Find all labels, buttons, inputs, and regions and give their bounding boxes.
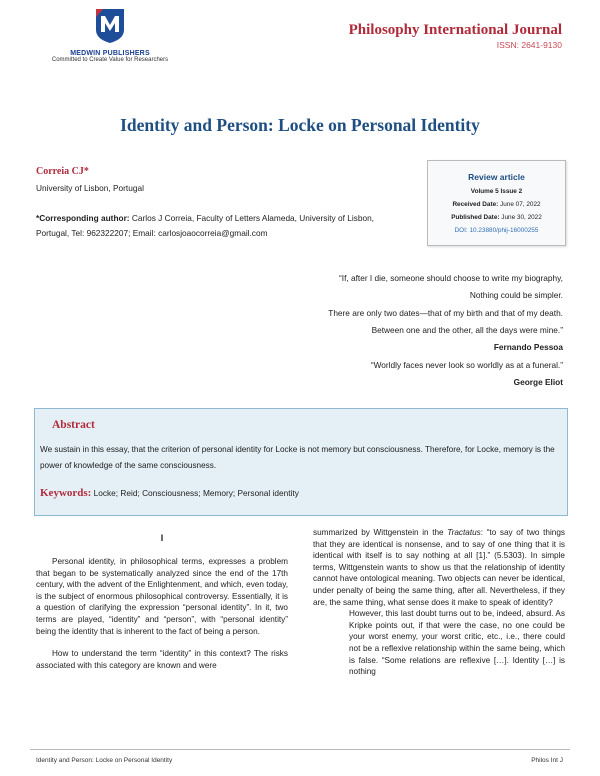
publisher-tagline: Committed to Create Value for Researchers xyxy=(51,57,169,63)
paragraph: How to understand the term “identity” in this context? The risks associated with this category are known and were xyxy=(36,649,288,670)
doi-link[interactable]: DOI: 10.23880/phij-16000255 xyxy=(454,227,539,234)
received-date: Received Date: June 07, 2022 xyxy=(452,201,541,208)
publisher-name: MEDWIN PUBLISHERS xyxy=(70,50,150,57)
body-column-right xyxy=(313,527,565,678)
epigraph-eliot xyxy=(371,357,563,392)
corresponding-author xyxy=(36,211,414,240)
volume-issue: Volume 5 Issue 2 xyxy=(470,188,523,195)
footer-divider xyxy=(30,749,570,750)
section-number: I xyxy=(160,533,164,543)
epigraph-pessoa xyxy=(328,270,563,356)
keywords-line xyxy=(40,487,560,499)
published-date: Published Date: June 30, 2022 xyxy=(451,214,542,221)
body-column-left xyxy=(36,556,288,671)
footer-running-title: Identity and Person: Locke on Personal Identity xyxy=(36,757,173,764)
italic-title: Tractatus xyxy=(447,528,481,537)
paragraph: Personal identity, in philosophical terms, expresses a problem that began to be systematically analyzed since the end of the 17th century, with the advent of the Enlightenment, and which, even today, is the subject of enormous philosophical controversy. Essentially, it is a question of clarifying the expression “personal identity”. In it, two terms are played, “identity” and “person”, with “personal identity” being the identity that is inherent to the fact of being a person. xyxy=(36,557,288,636)
publisher-logo xyxy=(40,6,180,63)
epigraph-author: Fernando Pessoa xyxy=(493,342,563,353)
author-affiliation: University of Lisbon, Portugal xyxy=(36,183,144,193)
article-type: Review article xyxy=(468,172,525,182)
epigraph-line: “Worldly faces never look so worldly as at a funeral.” xyxy=(370,360,563,370)
epigraph-line: Between one and the other, all the days were mine.” xyxy=(371,324,563,335)
epigraph-line: There are only two dates—that of my birth and that of my death. xyxy=(328,307,563,318)
keywords-list: Locke; Reid; Consciousness; Memory; Personal identity xyxy=(93,488,299,498)
abstract-title: Abstract xyxy=(52,419,95,431)
keywords-label: Keywords: xyxy=(40,487,92,499)
abstract-text: We sustain in this essay, that the criterion of personal identity for Locke is not memory but consciousness. Therefore, for Locke, memory is the power of knowledge of the same consciousness. xyxy=(40,445,555,470)
block-quote: However, this last doubt turns out to be, indeed, absurd. As Kripke points out, if that were the case, no one could be your worst enemy, your worst critic, etc., i.e., there could not be a reflexive relationship within the same being, which is false. “Some relations are reflexive […]. Identity […] is nothing xyxy=(349,609,565,677)
epigraph-line: Nothing could be simpler. xyxy=(469,290,563,301)
footer-journal-abbrev: Philos Int J xyxy=(531,757,563,764)
review-info-box xyxy=(427,160,566,246)
paper-title: Identity and Person: Locke on Personal Identity xyxy=(120,115,480,135)
medwin-logo-icon xyxy=(93,6,127,44)
corr-label: *Corresponding author: xyxy=(36,213,130,223)
paragraph: summarized by Wittgenstein in the Tractatus: “to say of two things that they are identical is nonsense, and to say of one thing that it is identical with itself is to say nothing at all [1].” (5.5303). In simple terms, Wittgenstein wants to show us that the relationship of identity cannot have ontological meaning. Two objects can never be identical, under penalty of being the same thing, after all. Nevertheless, if they are, the same thing, what sense does it make to speak of identity? xyxy=(313,528,565,607)
epigraph-author: George Eliot xyxy=(513,377,563,388)
journal-title: Philosophy International Journal xyxy=(348,22,562,38)
corr-text-1: Carlos J Correia, Faculty of Letters Alameda, University of Lisbon, xyxy=(131,213,374,223)
issn: ISSN: 2641-9130 xyxy=(496,40,562,50)
epigraph-line: “If, after I die, someone should choose to write my biography, xyxy=(339,273,563,283)
author-name: Correia CJ* xyxy=(36,166,89,177)
corr-text-2: Portugal, Tel: 962322207; Email: carlosjoaocorreia@gmail.com xyxy=(36,227,268,238)
